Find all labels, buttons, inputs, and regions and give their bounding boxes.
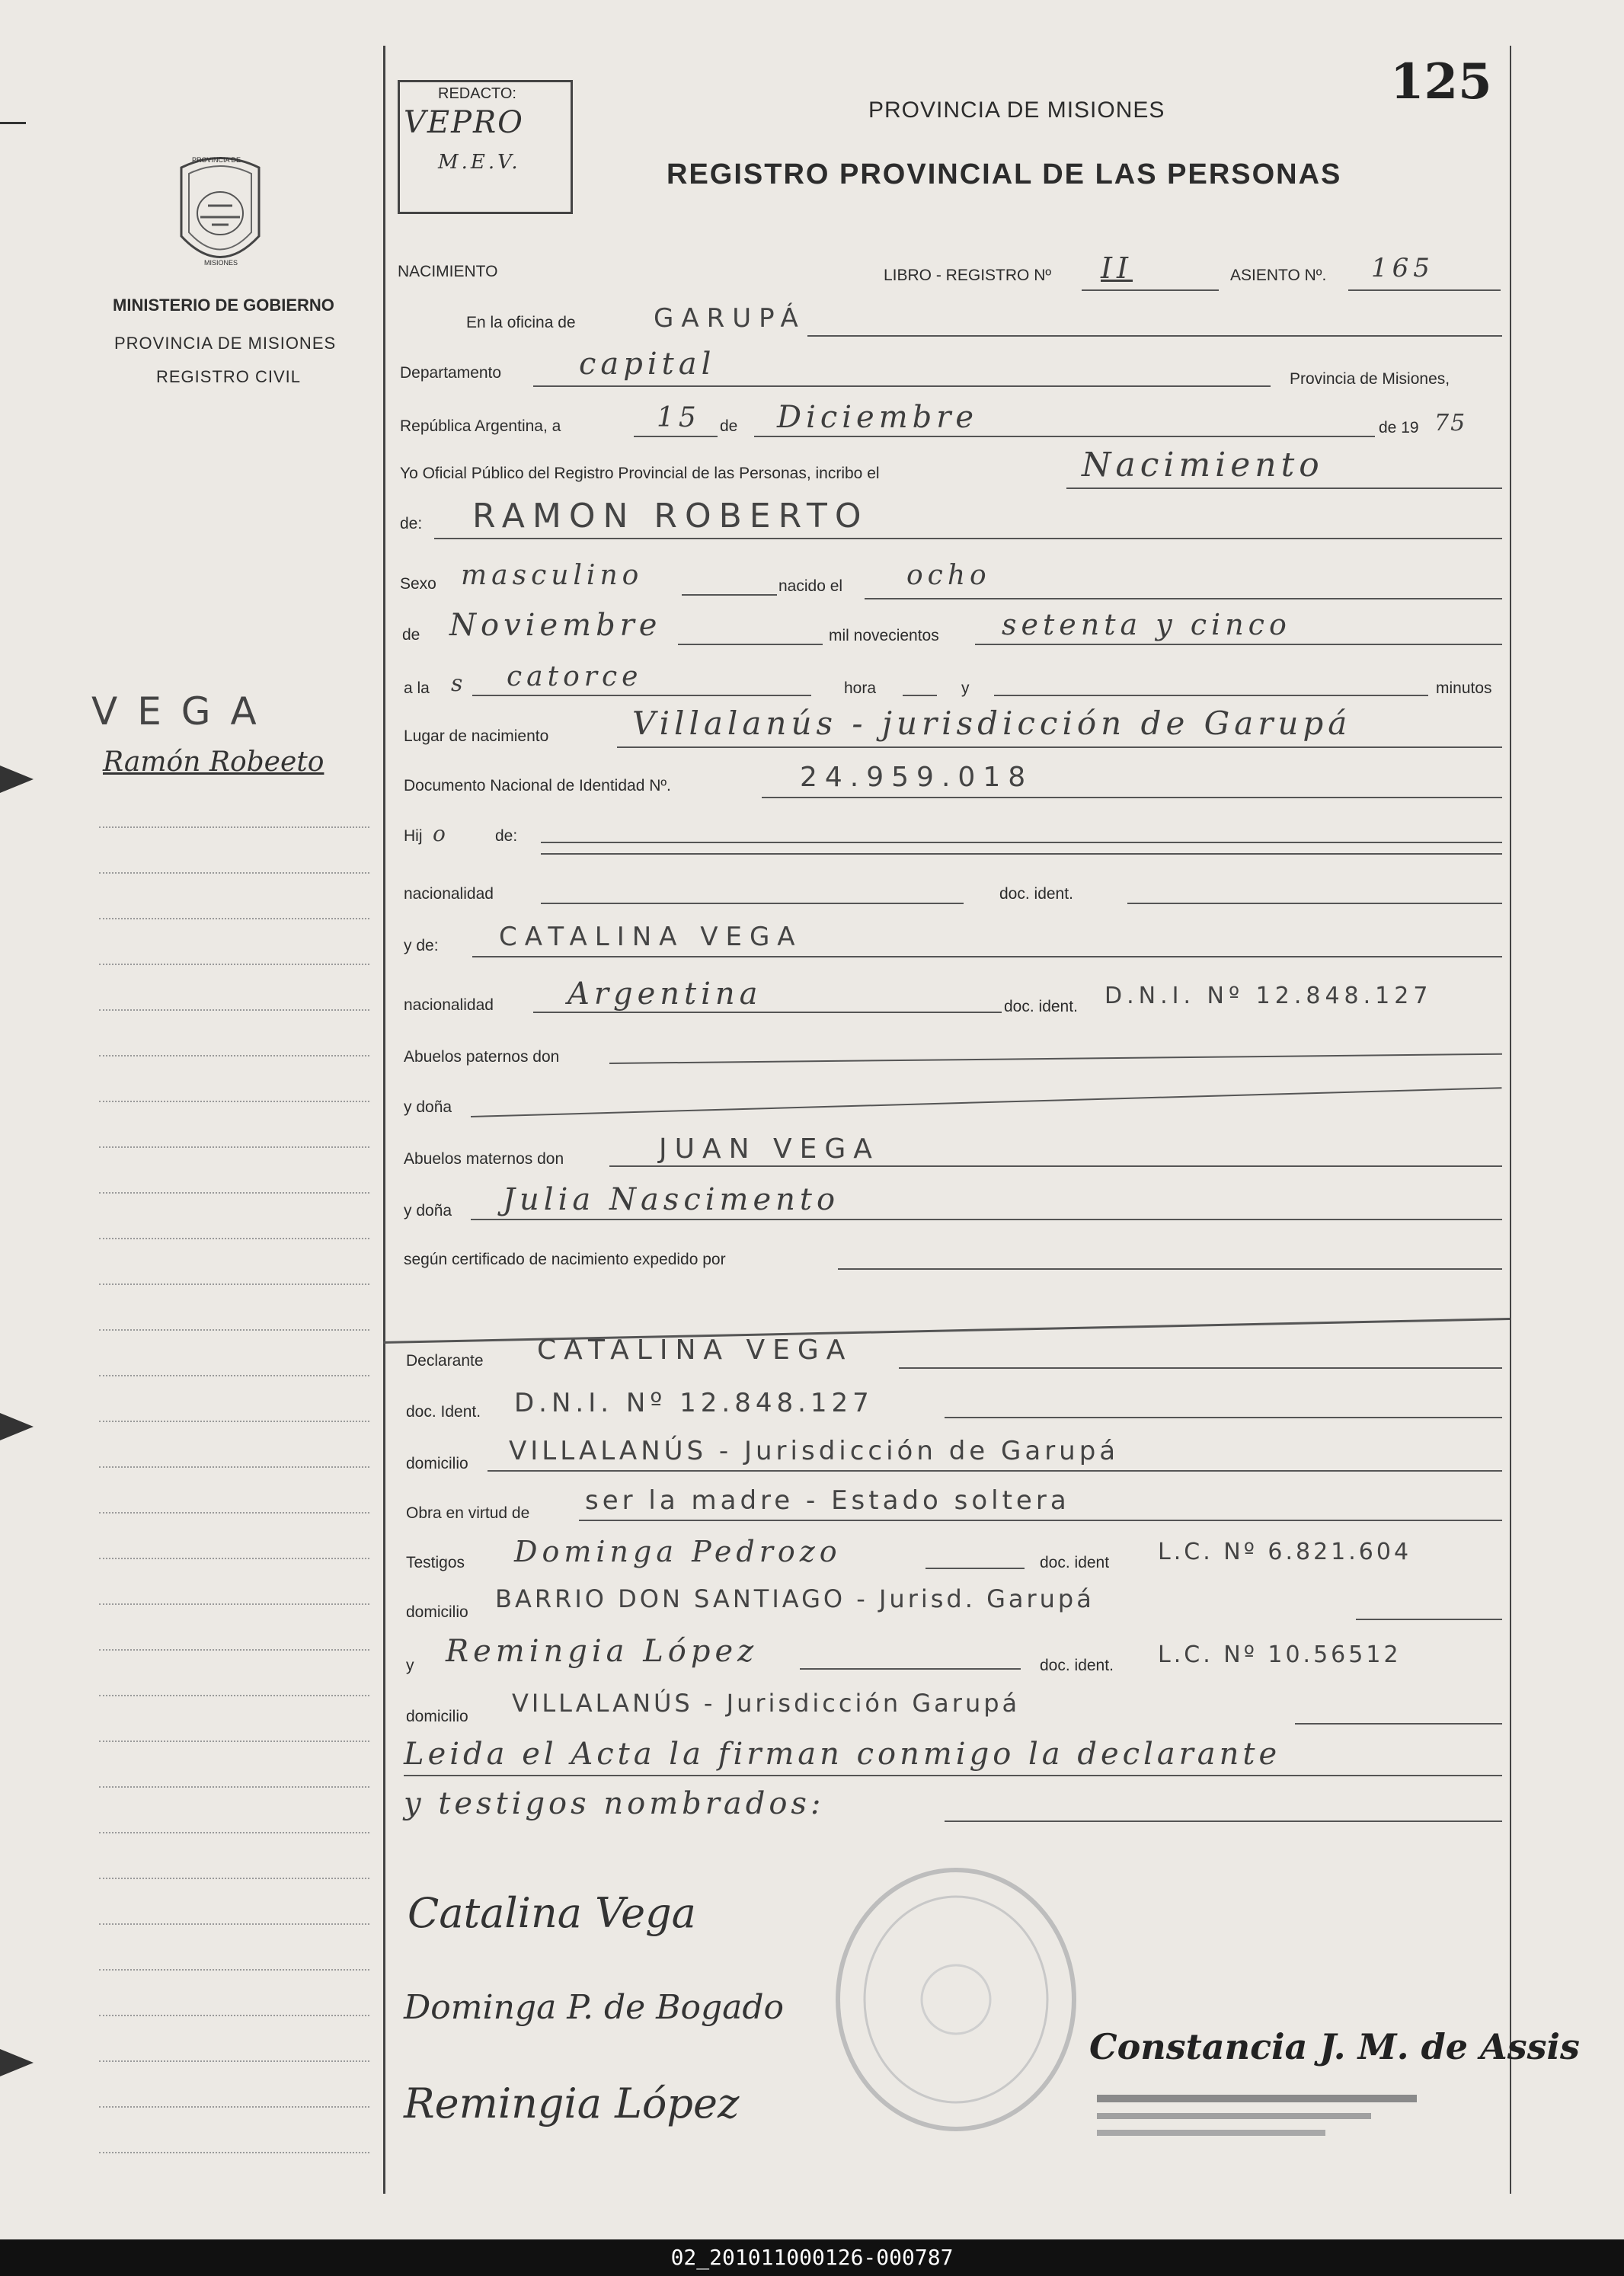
testigo1-line — [925, 1568, 1025, 1569]
provincia-suffix: Provincia de Misiones, — [1290, 370, 1450, 388]
segun-label: según certificado de nacimiento expedido por — [404, 1251, 726, 1268]
asiento-label: ASIENTO Nº. — [1230, 267, 1327, 284]
margin-dotted-line — [99, 2060, 369, 2062]
testigo1-dom-label: domicilio — [406, 1603, 468, 1621]
abuelos-paternos-label: Abuelos paternos don — [404, 1048, 560, 1066]
acta-line — [1066, 487, 1502, 489]
nacido-year: setenta y cinco — [1002, 608, 1291, 641]
margin-dotted-line — [99, 1009, 369, 1011]
margin-dotted-line — [99, 1375, 369, 1376]
testigo2-doc-label: doc. ident. — [1040, 1657, 1114, 1674]
mother-nationality-line — [533, 1012, 1002, 1013]
day-value: 15 — [657, 402, 701, 433]
page-number: 125 — [1390, 53, 1492, 110]
margin-dotted-line — [99, 1329, 369, 1331]
declarante-line — [899, 1367, 1502, 1369]
margin-dotted-line — [99, 1878, 369, 1879]
abuelos-paternos-line — [609, 1053, 1502, 1064]
minutos-label: minutos — [1436, 679, 1492, 697]
obra-value: ser la madre - Estado soltera — [585, 1485, 1070, 1516]
abuelos-maternos-label: Abuelos maternos don — [404, 1150, 564, 1168]
name-label: de: — [400, 515, 423, 532]
seal-text-top: PROVINCIA DE — [192, 156, 241, 164]
month-label: de — [402, 626, 420, 644]
margin-dotted-line — [99, 872, 369, 874]
margin-dotted-line — [99, 1969, 369, 1971]
departamento-value: capital — [579, 347, 716, 382]
testigo2-y-label: y — [406, 1657, 414, 1674]
margin-dotted-line — [99, 1832, 369, 1833]
declarante-value: CATALINA VEGA — [537, 1335, 853, 1366]
mil-label: mil novecientos — [829, 627, 939, 644]
mother-prefix: y de: — [404, 937, 439, 954]
province-title: PROVINCIA DE MISIONES — [868, 97, 1165, 123]
dni-line — [762, 797, 1502, 798]
registry-title: REGISTRO PROVINCIAL DE LAS PERSONAS — [667, 158, 1342, 190]
hijo-suffix: o — [433, 821, 450, 846]
margin-dotted-line — [99, 1466, 369, 1468]
nacionalidad-label: nacionalidad — [404, 885, 494, 903]
nacido-label: nacido el — [778, 577, 843, 595]
testigo2-dom-line — [1295, 1723, 1502, 1725]
departamento-line — [533, 385, 1271, 387]
hijo-line-2 — [541, 853, 1502, 855]
nacido-year-line — [975, 644, 1502, 645]
de-label: de — [720, 417, 738, 435]
year-label: de 19 — [1379, 419, 1419, 436]
margin-dotted-line — [99, 1055, 369, 1056]
libro-label: LIBRO - REGISTRO Nº — [884, 267, 1052, 284]
margin-dotted-line — [99, 1603, 369, 1605]
nacido-day: ocho — [906, 560, 991, 591]
binder-hole-icon — [0, 122, 26, 124]
margin-dotted-line — [99, 1238, 369, 1239]
oficina-label: En la oficina de — [466, 314, 576, 331]
signature-witness-1: Dominga P. de Bogado — [404, 1988, 785, 2027]
signature-official: Constancia J. M. de Assis — [1089, 2026, 1580, 2067]
closing-line-2: y testigos nombrados: — [404, 1786, 825, 1821]
lugar-line — [617, 746, 1502, 748]
asiento-line — [1348, 289, 1501, 291]
margin-dotted-line — [99, 1101, 369, 1102]
margin-dotted-line — [99, 1923, 369, 1925]
hijo-de-label: de: — [495, 827, 518, 845]
margin-surname: VEGA — [91, 689, 277, 734]
oficina-value: GARUPÁ — [654, 303, 806, 334]
oficial-text: Yo Oficial Público del Registro Provincial de las Personas, incribo el — [400, 465, 880, 482]
declarant-doc: D.N.I. Nº 12.848.127 — [514, 1388, 874, 1418]
domicilio-label: domicilio — [406, 1455, 468, 1472]
binder-hole-icon — [0, 1413, 34, 1440]
closing-line-1-rule — [404, 1775, 1502, 1776]
binder-hole-icon — [0, 766, 34, 793]
mother-nationality-label: nacionalidad — [404, 996, 494, 1014]
section-label: NACIMIENTO — [398, 263, 498, 280]
acta-type: Nacimiento — [1082, 446, 1324, 484]
redacto-initials: M.E.V. — [438, 151, 521, 174]
year-value: 75 — [1434, 410, 1467, 436]
nacido-month: Noviembre — [449, 608, 662, 643]
redacto-label: REDACTO: — [438, 85, 516, 102]
testigo1: Dominga Pedrozo — [514, 1535, 842, 1568]
month-value: Diciembre — [777, 400, 979, 435]
name-line — [434, 538, 1502, 539]
margin-dotted-line — [99, 1421, 369, 1422]
right-frame-line — [1510, 46, 1511, 2194]
hour-value: catorce — [507, 661, 643, 692]
closing-line-2-rule — [945, 1820, 1502, 1822]
testigo1-doc: L.C. Nº 6.821.604 — [1158, 1539, 1412, 1565]
signature-witness-2: Remingia López — [404, 2079, 740, 2127]
name-value: RAMON ROBERTO — [472, 497, 869, 535]
declarante-label: Declarante — [406, 1352, 484, 1370]
mother-nationality: Argentina — [567, 977, 762, 1012]
testigo1-dom-line — [1356, 1619, 1502, 1620]
margin-dotted-line — [99, 918, 369, 919]
testigo2-dom: VILLALANÚS - Jurisdicción Garupá — [512, 1689, 1021, 1718]
redacto-value: VEPRO — [404, 105, 524, 140]
mother-doc: D.N.I. Nº 12.848.127 — [1105, 983, 1433, 1009]
month-line — [754, 436, 1375, 437]
testigos-label: Testigos — [406, 1554, 465, 1571]
alas-s: s — [451, 670, 468, 697]
margin-given-name: Ramón Robeeto — [103, 746, 324, 778]
signature-declarant: Catalina Vega — [408, 1889, 696, 1937]
left-frame-line — [383, 46, 385, 2194]
libro-value: II — [1101, 251, 1133, 285]
doc-ident-label: doc. ident. — [999, 885, 1073, 903]
mother-name: CATALINA VEGA — [499, 922, 803, 952]
margin-dotted-line — [99, 1283, 369, 1285]
doc-ident-line — [1127, 903, 1502, 904]
margin-dotted-line — [99, 826, 369, 828]
testigo2-doc: L.C. Nº 10.56512 — [1158, 1641, 1402, 1668]
margin-dotted-line — [99, 1192, 369, 1194]
maternal-dona-label: y doña — [404, 1202, 452, 1220]
segun-line — [838, 1268, 1502, 1270]
minutes-line — [994, 695, 1428, 696]
testigo2-line — [800, 1668, 1021, 1670]
civil-registry-label: REGISTRO CIVIL — [156, 367, 302, 386]
margin-dotted-line — [99, 1786, 369, 1788]
seal-text-bottom: MISIONES — [204, 259, 238, 267]
abuela-materna: Julia Nascimento — [503, 1182, 840, 1217]
nacido-line — [865, 598, 1502, 599]
abuelo-materno: JUAN VEGA — [659, 1133, 880, 1165]
testigo2: Remingia López — [446, 1634, 759, 1669]
nacido-month-line — [678, 644, 823, 645]
binder-hole-icon — [0, 2049, 34, 2076]
margin-dotted-line — [99, 2152, 369, 2153]
abuela-materna-line — [471, 1219, 1502, 1220]
margin-dotted-line — [99, 2015, 369, 2016]
day-line — [634, 436, 718, 437]
margin-dotted-line — [99, 1741, 369, 1742]
paternal-dona-label: y doña — [404, 1098, 452, 1116]
margin-dotted-line — [99, 964, 369, 965]
declarant-doc-label: doc. Ident. — [406, 1403, 481, 1421]
margin-dotted-line — [99, 1649, 369, 1651]
closing-line-1: Leida el Acta la firman conmigo la declarante — [404, 1737, 1281, 1772]
dni-label: Documento Nacional de Identidad Nº. — [404, 777, 671, 794]
hora-line — [903, 695, 937, 696]
file-id-bar: 02_201011000126-000787 — [0, 2239, 1624, 2276]
sexo-value: masculino — [461, 560, 644, 591]
sexo-line — [682, 594, 777, 596]
mother-doc-label: doc. ident. — [1004, 998, 1078, 1015]
margin-dotted-line — [99, 1146, 369, 1148]
departamento-label: Departamento — [400, 364, 502, 382]
lugar-label: Lugar de nacimiento — [404, 727, 549, 745]
mother-line — [472, 956, 1502, 957]
official-name-stamp — [1097, 2095, 1417, 2148]
obra-line — [579, 1520, 1502, 1521]
libro-line — [1082, 289, 1219, 291]
hijo-label: Hij — [404, 827, 423, 845]
alas-label: a la — [404, 679, 430, 697]
obra-label: Obra en virtud de — [406, 1504, 530, 1522]
testigo1-dom: BARRIO DON SANTIAGO - Jurisd. Garupá — [495, 1584, 1095, 1613]
domicilio-line — [488, 1470, 1502, 1472]
oficina-line — [807, 335, 1502, 337]
hora-label: hora — [844, 679, 877, 697]
ministry-label: MINISTERIO DE GOBIERNO — [113, 296, 334, 315]
dni-value: 24.959.018 — [800, 762, 1034, 793]
hijo-line — [541, 842, 1502, 843]
margin-dotted-line — [99, 1695, 369, 1696]
nacionalidad-line — [541, 903, 964, 904]
sexo-label: Sexo — [400, 575, 436, 593]
government-seal-icon — [174, 152, 267, 274]
province-label: PROVINCIA DE MISIONES — [114, 334, 337, 353]
republica-label: República Argentina, a — [400, 417, 561, 435]
paternal-dona-line — [471, 1087, 1502, 1117]
testigo1-doc-label: doc. ident — [1040, 1554, 1110, 1571]
asiento-value: 165 — [1371, 253, 1434, 283]
lugar-value: Villalanús - jurisdicción de Garupá — [632, 705, 1352, 742]
declarant-doc-line — [945, 1417, 1502, 1418]
abuelo-materno-line — [609, 1165, 1502, 1167]
y-label: y — [961, 679, 970, 697]
testigo2-dom-label: domicilio — [406, 1708, 468, 1725]
official-stamp-icon — [819, 1862, 1093, 2137]
domicilio-value: VILLALANÚS - Jurisdicción de Garupá — [509, 1436, 1120, 1466]
margin-dotted-line — [99, 1558, 369, 1559]
margin-dotted-line — [99, 2106, 369, 2108]
margin-dotted-line — [99, 1512, 369, 1514]
hour-line — [472, 695, 811, 696]
